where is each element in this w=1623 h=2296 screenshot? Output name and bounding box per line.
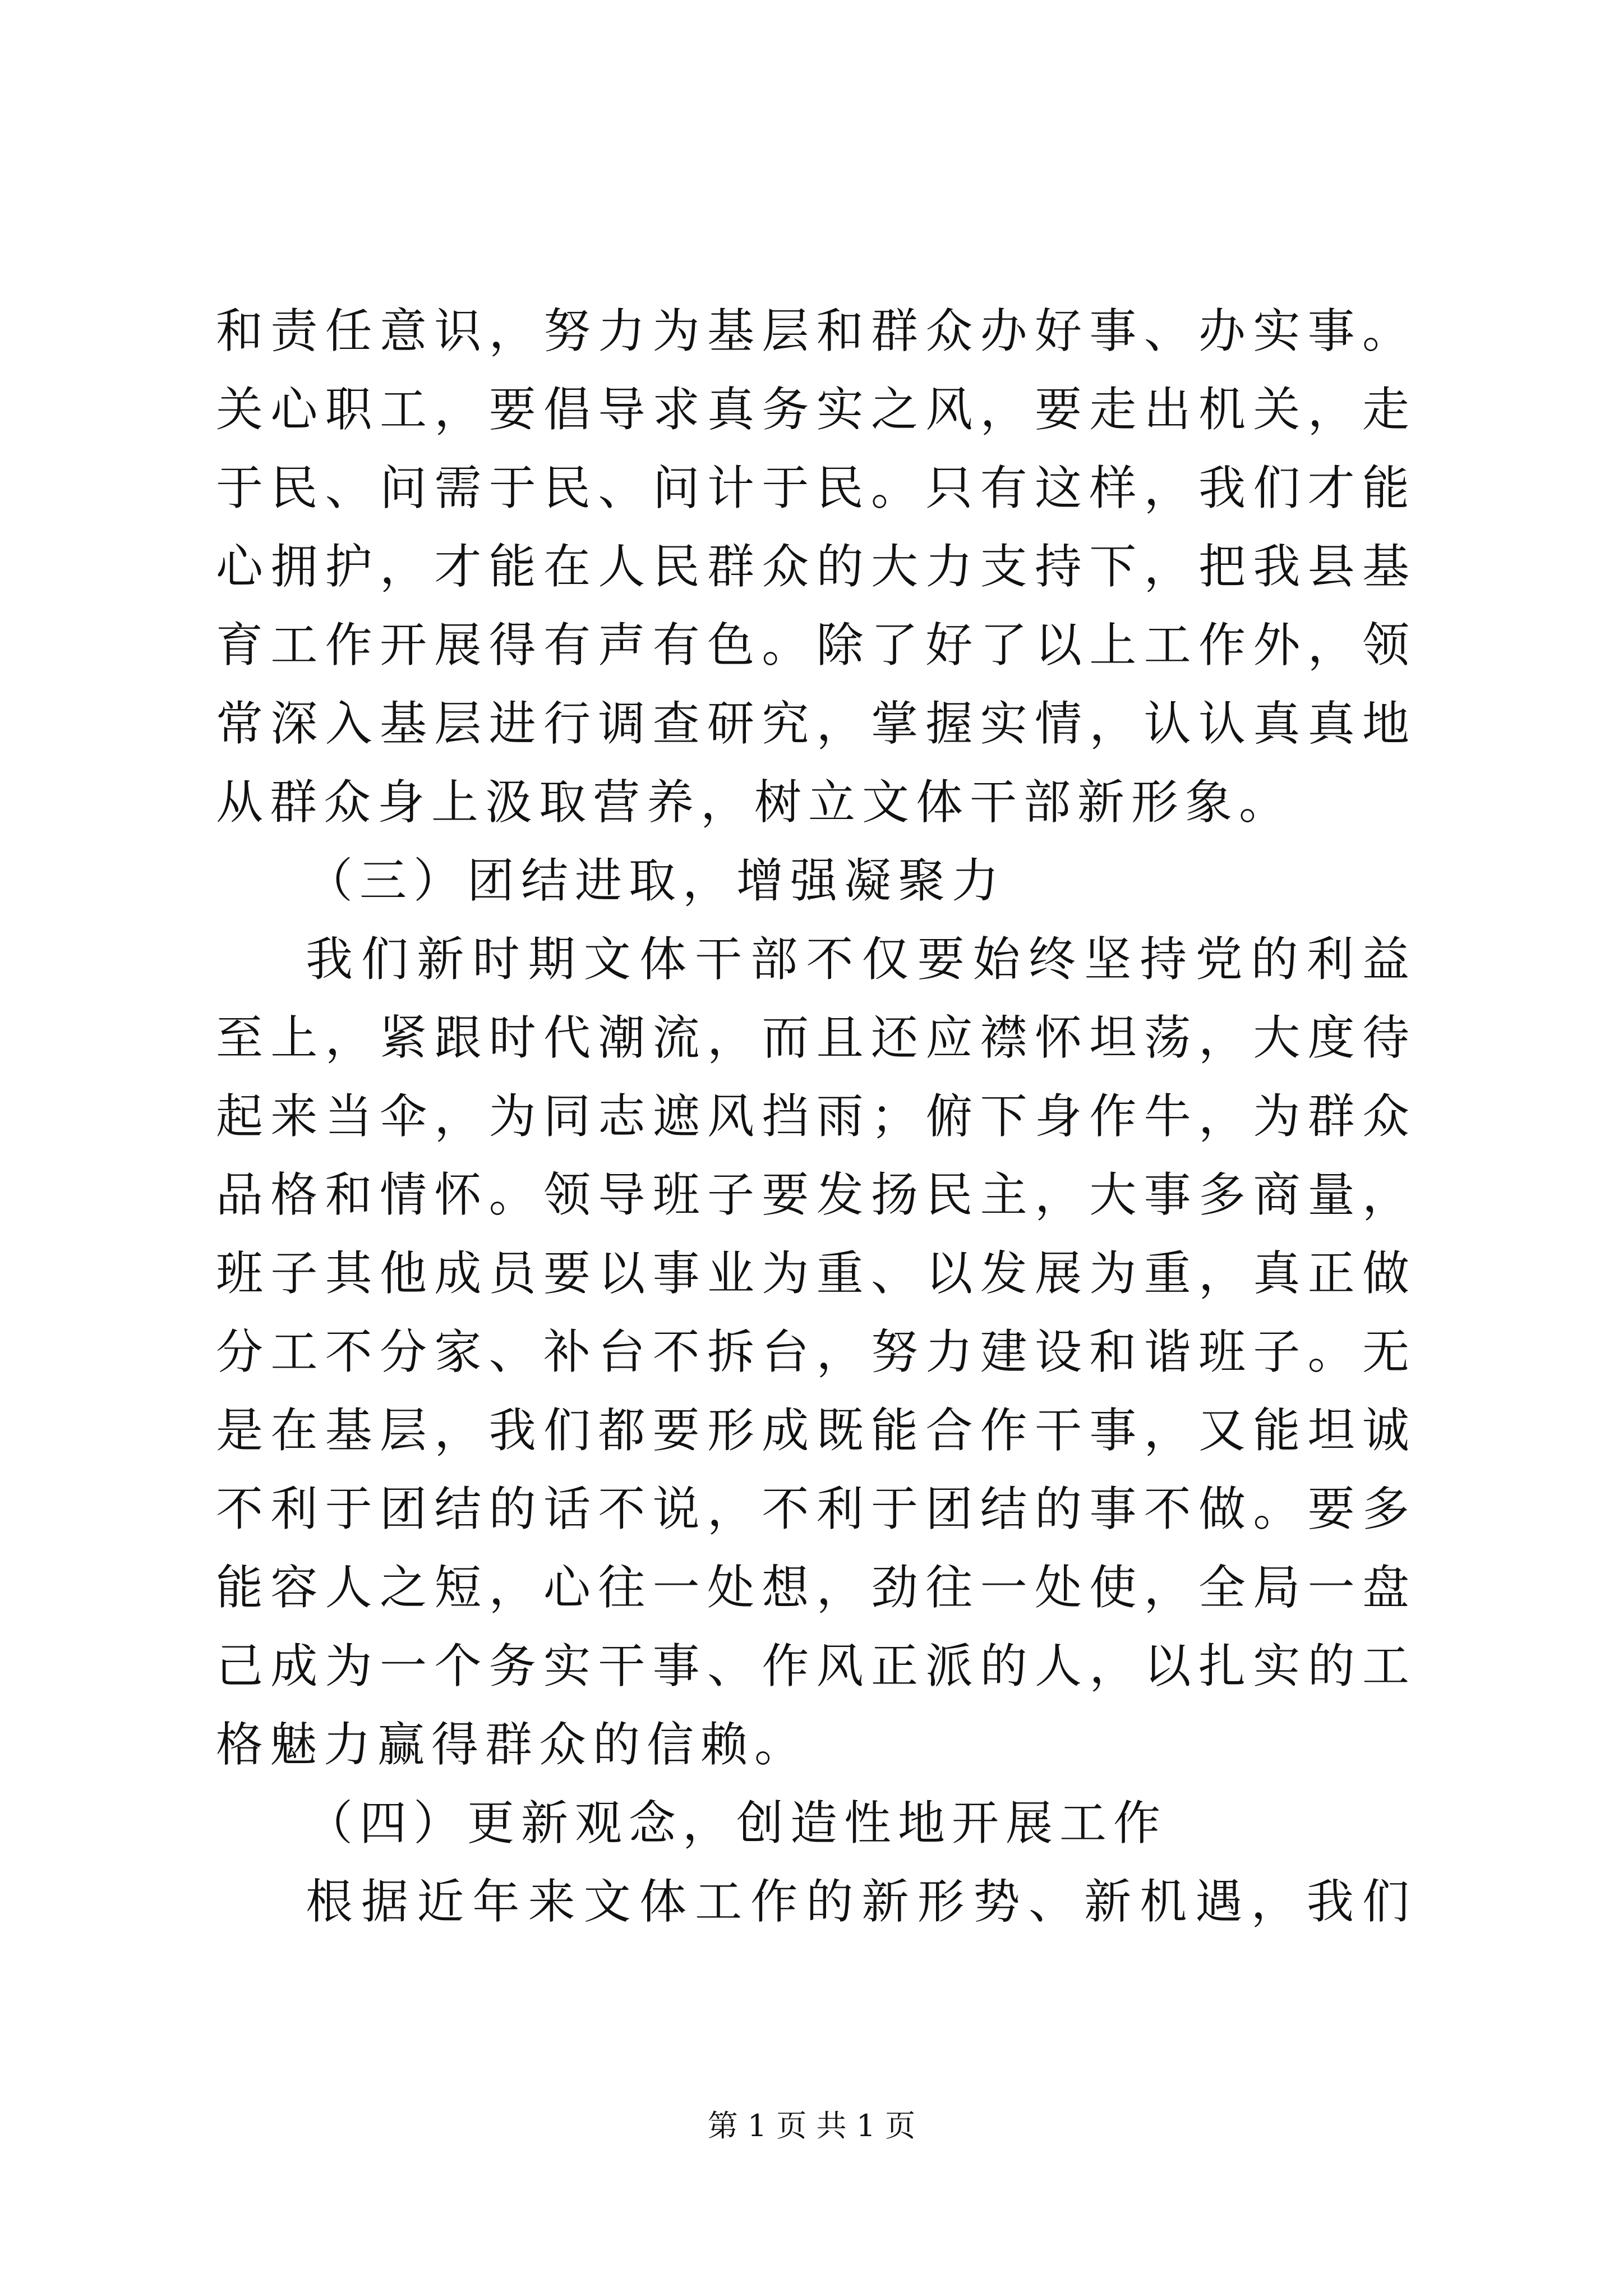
body-line: 心拥护，才能在人民群众的大力支持下，把我县基 [216, 539, 1416, 594]
body-line: 能容人之短，心往一处想，劲往一处使，全局一盘 [216, 1560, 1416, 1615]
section-heading: （三）团结进取，增强凝聚力 [306, 853, 1006, 908]
body-line: 分工不分家、补台不拆台，努力建设和谐班子。无 [216, 1324, 1416, 1379]
body-line: 和责任意识，努力为基层和群众办好事、办实事。 [216, 303, 1416, 358]
body-line: 己成为一个务实干事、作风正派的人，以扎实的工 [216, 1639, 1416, 1694]
body-line: 是在基层，我们都要形成既能合作干事，又能坦诚 [216, 1403, 1416, 1458]
section-heading: （四）更新观念，创造性地开展工作 [306, 1796, 1168, 1851]
body-line: 起来当伞，为同志遮风挡雨；俯下身作牛，为群众 [216, 1089, 1416, 1144]
body-line: 从群众身上汲取营养，树立文体干部新形象。 [216, 775, 1293, 830]
body-line: 育工作开展得有声有色。除了好了以上工作外，领 [216, 618, 1416, 673]
body-line: 班子其他成员要以事业为重、以发展为重，真正做 [216, 1246, 1416, 1301]
page-footer: 第 1 页 共 1 页 [707, 2108, 916, 2143]
body-line: 品格和情怀。领导班子要发扬民主，大事多商量， [216, 1167, 1416, 1222]
body-line: 于民、问需于民、问计于民。只有这样，我们才能 [216, 461, 1416, 516]
body-line: 至上，紧跟时代潮流，而且还应襟怀坦荡，大度待 [216, 1010, 1416, 1065]
body-line: 不利于团结的话不说，不利于团结的事不做。要多 [216, 1481, 1416, 1536]
body-line: 常深入基层进行调查研究，掌握实情，认认真真地 [216, 696, 1416, 751]
body-line: 关心职工，要倡导求真务实之风，要走出机关，走 [216, 382, 1416, 437]
body-line: 我们新时期文体干部不仅要始终坚持党的利益 [306, 932, 1416, 987]
document-body [216, 292, 1416, 1941]
body-line: 格魅力赢得群众的信赖。 [216, 1717, 809, 1772]
body-line: 根据近年来文体工作的新形势、新机遇，我们 [306, 1874, 1416, 1929]
